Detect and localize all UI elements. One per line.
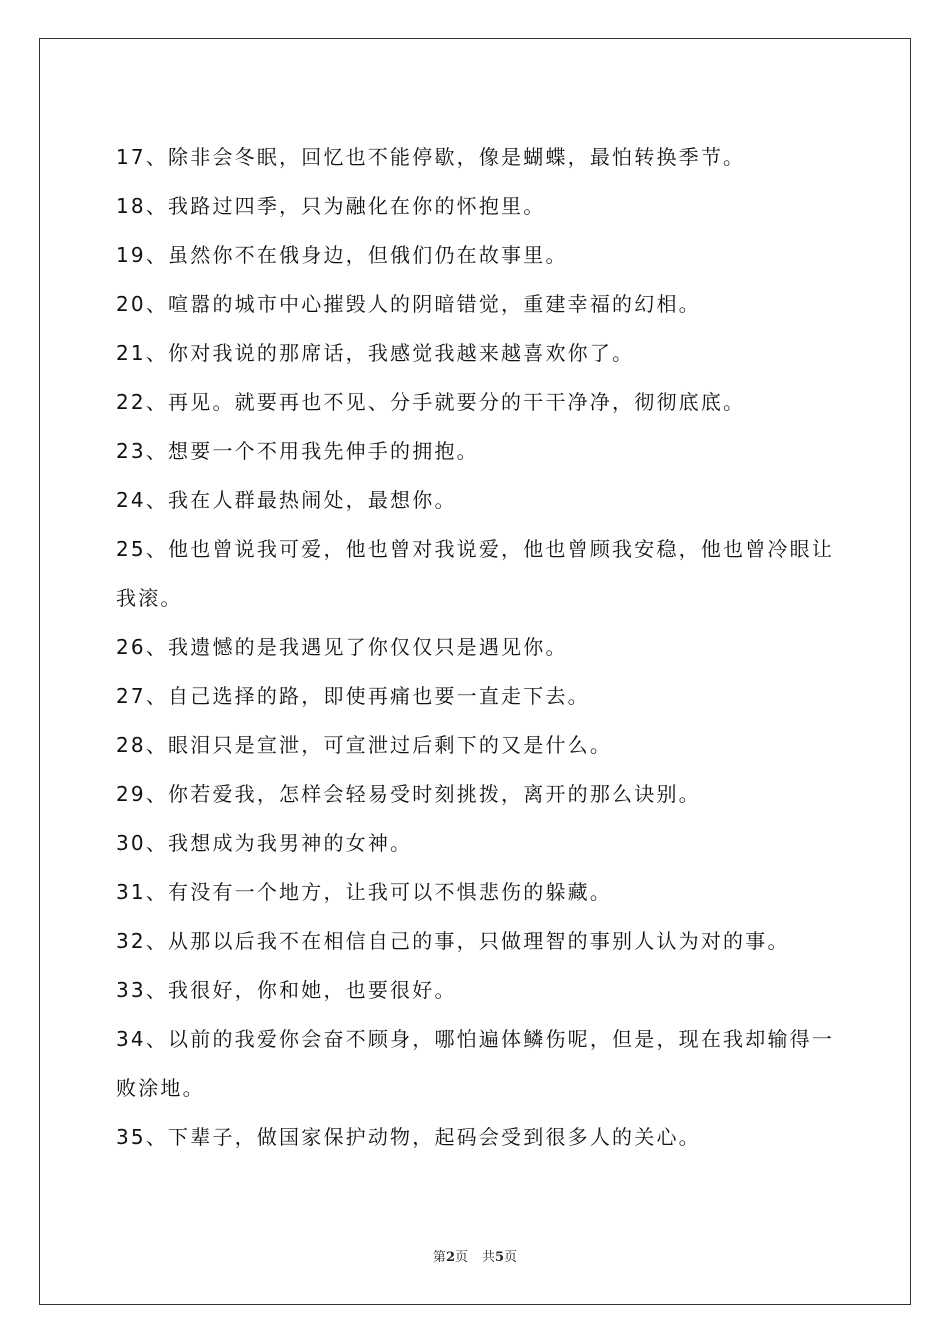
list-item: 27、自己选择的路，即使再痛也要一直走下去。	[116, 684, 590, 708]
list-item: 32、从那以后我不在相信自己的事，只做理智的事别人认为对的事。	[116, 929, 790, 953]
list-item: 18、我路过四季，只为融化在你的怀抱里。	[116, 194, 546, 218]
list-item: 17、除非会冬眠，回忆也不能停歇，像是蝴蝶，最怕转换季节。	[116, 145, 746, 169]
list-item: 31、有没有一个地方，让我可以不惧悲伤的躲藏。	[116, 880, 613, 904]
list-item: 26、我遗憾的是我遇见了你仅仅只是遇见你。	[116, 635, 568, 659]
list-item: 35、下辈子，做国家保护动物，起码会受到很多人的关心。	[116, 1125, 701, 1149]
total-prefix: 共	[482, 1250, 496, 1265]
list-item: 29、你若爱我，怎样会轻易受时刻挑拨，离开的那么诀别。	[116, 782, 701, 806]
list-item: 20、喧嚣的城市中心摧毁人的阴暗错觉，重建幸福的幻相。	[116, 292, 701, 316]
list-item: 22、再见。就要再也不见、分手就要分的干干净净，彻彻底底。	[116, 390, 746, 414]
document-body	[116, 133, 846, 1162]
page-prefix: 第	[432, 1250, 446, 1265]
list-item: 28、眼泪只是宣泄，可宣泄过后剩下的又是什么。	[116, 733, 613, 757]
list-item: 30、我想成为我男神的女神。	[116, 831, 413, 855]
list-item: 21、你对我说的那席话，我感觉我越来越喜欢你了。	[116, 341, 635, 365]
total-suffix: 页	[504, 1250, 518, 1265]
page-suffix: 页	[454, 1250, 468, 1265]
page-footer	[0, 1246, 950, 1265]
list-item: 25、他也曾说我可爱，他也曾对我说爱，他也曾顾我安稳，他也曾冷眼让我滚。	[116, 537, 835, 610]
list-item: 33、我很好，你和她，也要很好。	[116, 978, 457, 1002]
page-number-total: 5	[495, 1250, 505, 1265]
list-item: 19、虽然你不在俄身边，但俄们仍在故事里。	[116, 243, 568, 267]
page-number-current: 2	[445, 1250, 455, 1265]
list-item: 24、我在人群最热闹处，最想你。	[116, 488, 457, 512]
list-item: 34、以前的我爱你会奋不顾身，哪怕遍体鳞伤呢，但是，现在我却输得一败涂地。	[116, 1027, 835, 1100]
list-item: 23、想要一个不用我先伸手的拥抱。	[116, 439, 479, 463]
